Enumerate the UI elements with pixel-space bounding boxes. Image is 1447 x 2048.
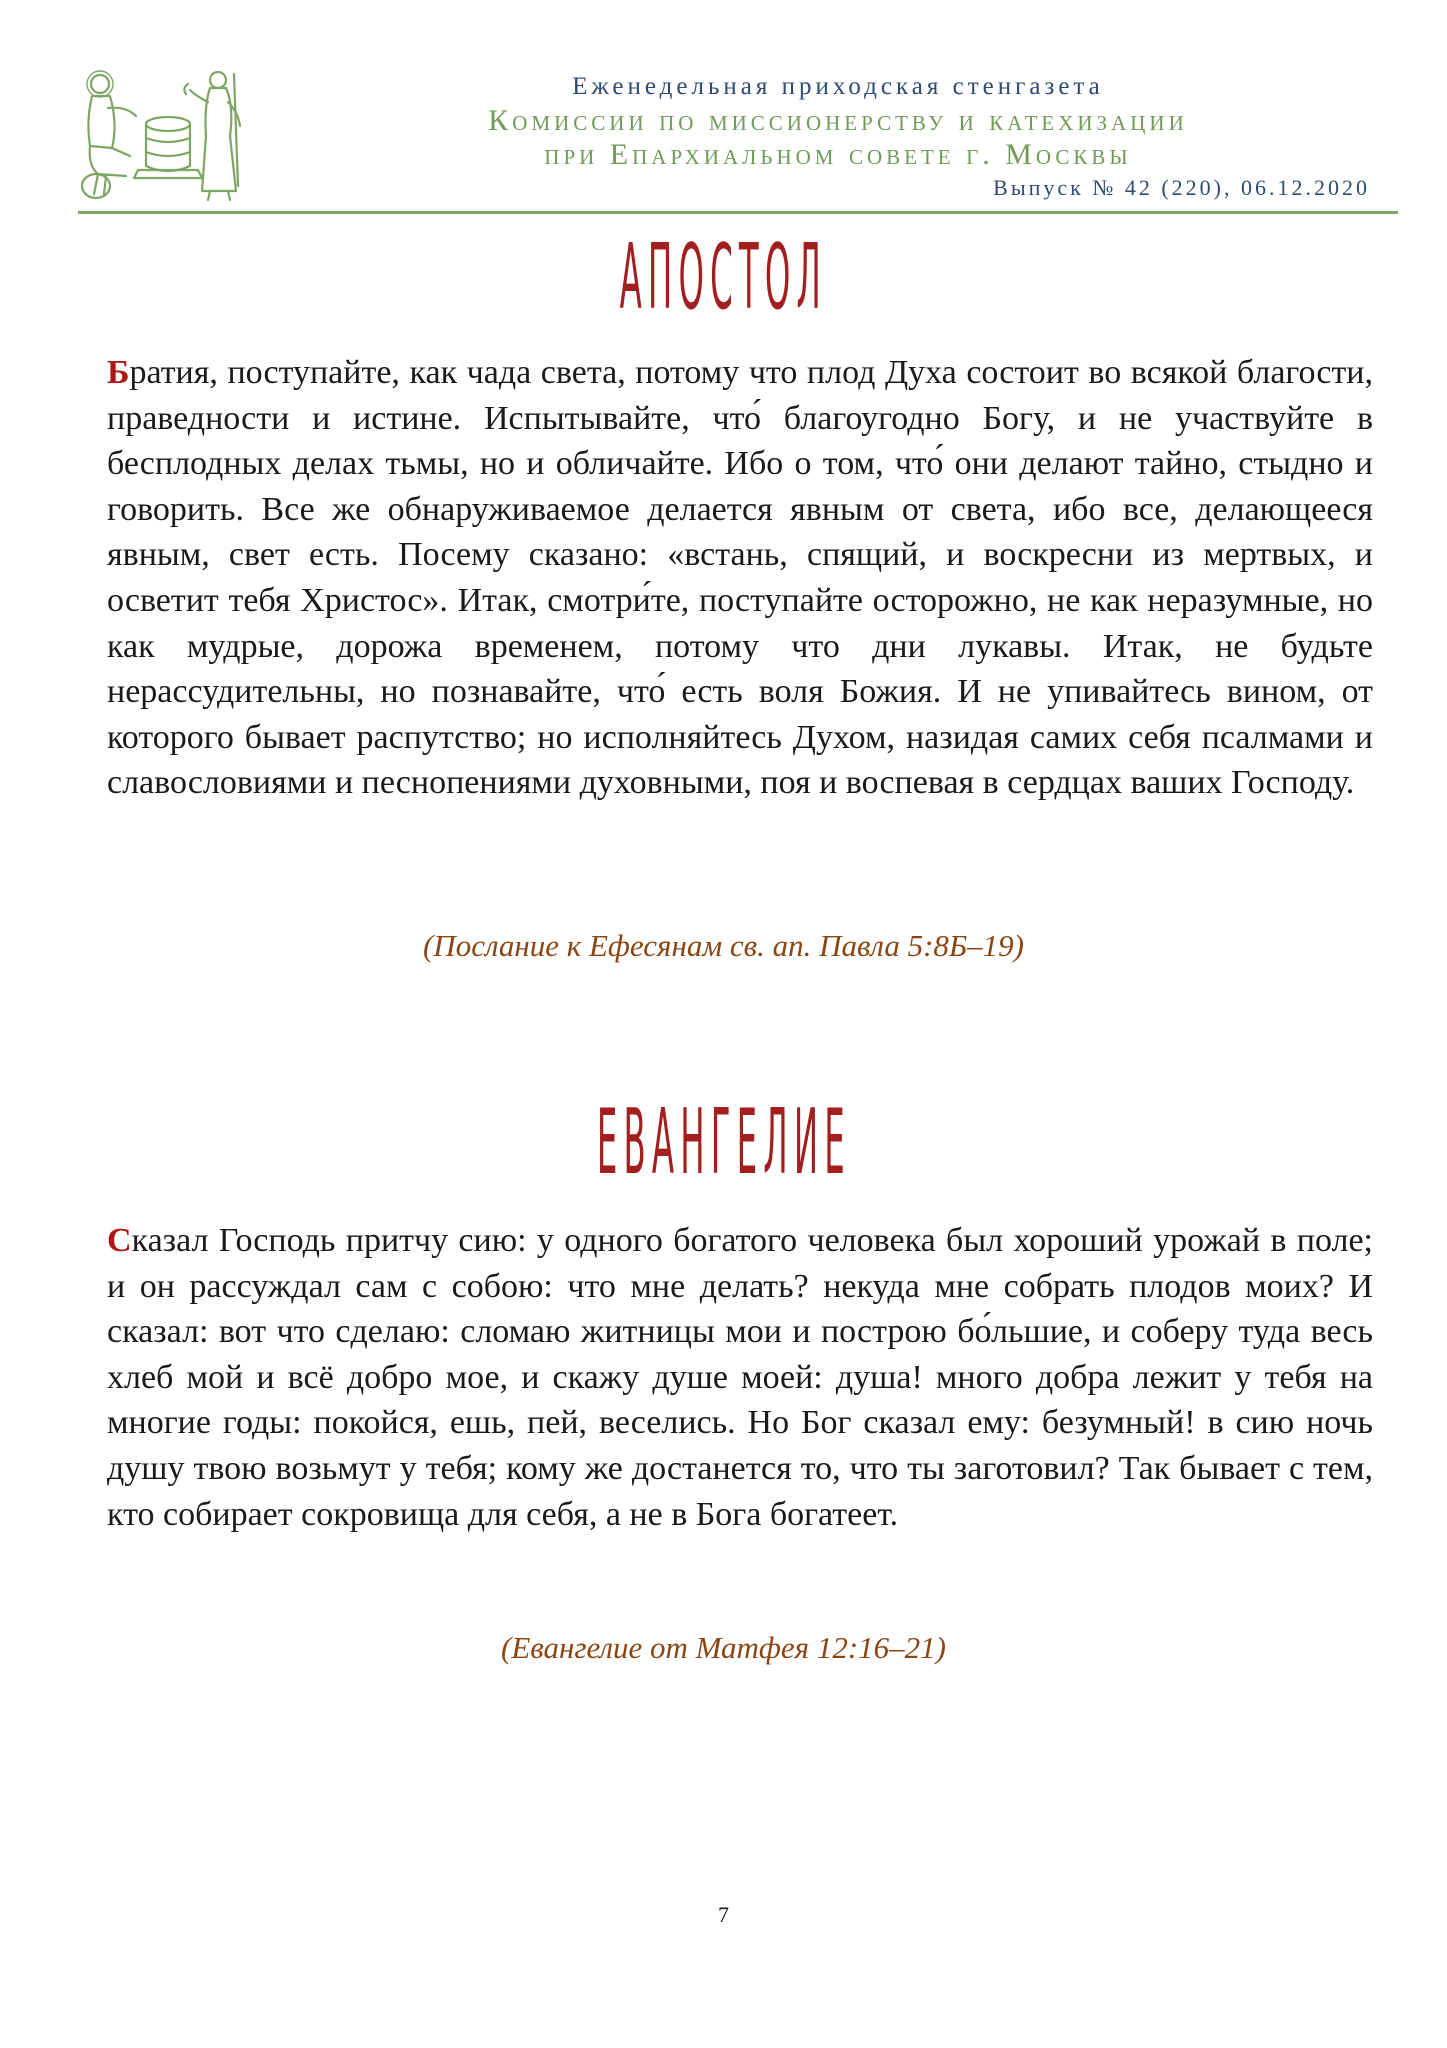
header-titles	[308, 70, 1368, 172]
apostle-text	[107, 350, 1373, 806]
commission-name: Комиссии по миссионерству и катехизации	[488, 104, 1188, 137]
page-number: 7	[718, 1902, 729, 1927]
christ-and-samaritan-woman-at-well-icon	[78, 66, 248, 206]
gospel-reference: (Евангелие от Матфея 12:16–21)	[501, 1630, 946, 1665]
header-divider	[78, 211, 1398, 214]
gospel-text	[107, 1218, 1373, 1537]
apostle-heading: АПОСТОЛ	[619, 224, 828, 330]
page-header	[78, 62, 1398, 217]
gospel-body: казал Господь притчу сию: у одного богатого человека был хороший урожай в поле; и он рассуждал сам с собою: что мне делать? некуда мне собрать плодов моих? И сказал: вот что сделаю: сломаю житницы мои и построю бо́льшие, и соберу туда весь хлеб мой и всё добро мое, и скажу душе моей: душа! много добра лежит у тебя на многие годы: покойся, ешь, пей, веселись. Но Бог сказал ему: безумный! в сию ночь душу твою возьмут у тебя; кому же достанется то, что ты заготовил? Так бывает с тем, кто собирает сокровища для себя, а не в Бога богатеет.	[107, 1222, 1373, 1533]
issue-info: Выпуск № 42 (220), 06.12.2020	[993, 175, 1370, 200]
gospel-dropcap: С	[107, 1222, 132, 1259]
council-name: при Епархиальном совете г. Москвы	[544, 138, 1132, 171]
apostle-reference: (Послание к Ефесянам св. ап. Павла 5:8Б–19)	[422, 928, 1025, 963]
apostle-body: ратия, поступайте, как чада света, потому что плод Духа состоит во всякой благости, праведности и истине. Испытывайте, что́ благоугодно Богу, и не участвуйте в бесплодных делах тьмы, но и обличайте. Ибо о том, что́ они делают тайно, стыдно и говорить. Все же обнаруживаемое делается явным от света, ибо все, делающееся явным, свет есть. Посему сказано: «встань, спящий, и воскресни из мертвых, и осветит тебя Христос». Итак, смотри́те, поступайте осторожно, не как неразумные, но как мудрые, дорожа временем, потому что дни лукавы. Итак, не будьте нерассудительны, но познавайте, что́ есть воля Божия. И не упивайтесь вином, от которого бывает распутство; но исполняйтесь Духом, назидая самих себя псалмами и славословиями и песнопениями духовными, поя и воспевая в сердцах ваших Господу.	[107, 354, 1373, 802]
apostle-dropcap: Б	[107, 354, 130, 391]
gospel-heading: ЕВАНГЕЛИЕ	[596, 1089, 851, 1195]
newspaper-subtitle: Еженедельная приходская стенгазета	[572, 73, 1104, 100]
